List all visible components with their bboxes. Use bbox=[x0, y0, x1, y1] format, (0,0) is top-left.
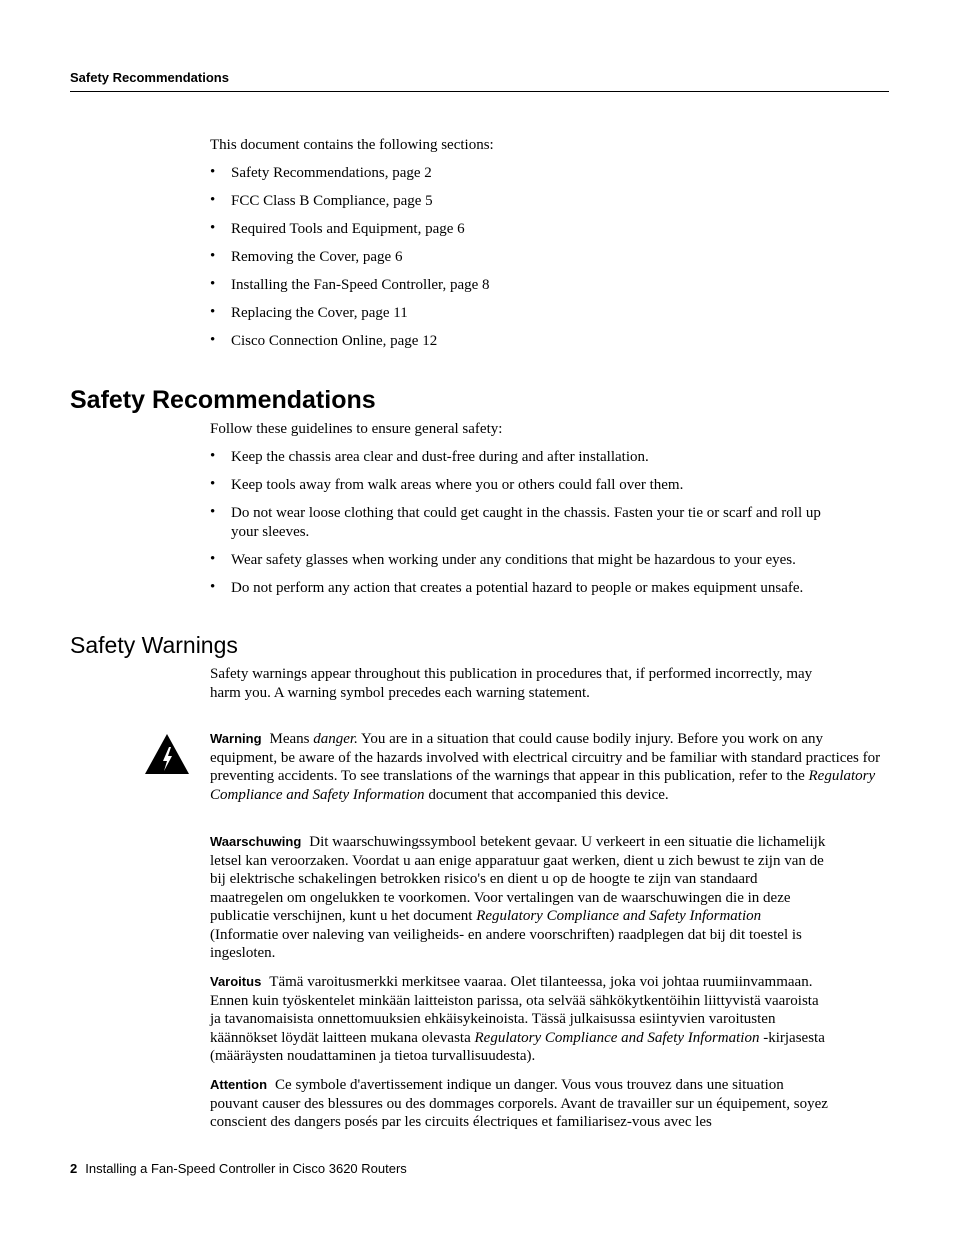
bullet-icon: • bbox=[210, 304, 216, 320]
bullet-icon: • bbox=[210, 448, 216, 464]
safety-list bbox=[210, 448, 830, 597]
bullet-icon: • bbox=[210, 578, 216, 595]
header-rule bbox=[70, 91, 889, 92]
intro-lead: This document contains the following sections: bbox=[210, 137, 494, 153]
running-header: Safety Recommendations bbox=[70, 70, 229, 85]
list-item: • Wear safety glasses when working under any conditions that might be hazardous to your eyes. bbox=[210, 550, 796, 568]
bullet-icon: • bbox=[210, 220, 216, 236]
list-item: • Cisco Connection Online, page 12 bbox=[210, 332, 438, 349]
list-item: • Removing the Cover, page 6 bbox=[210, 248, 403, 265]
list-item: • Do not wear loose clothing that could get caught in the chassis. Fasten your tie or scarf and roll up your sleeves. bbox=[210, 504, 821, 540]
list-item: • Do not perform any action that creates a potential hazard to people or makes equipment unsafe. bbox=[210, 578, 804, 596]
subsection-heading: Safety Warnings bbox=[70, 632, 238, 658]
bullet-icon: • bbox=[210, 164, 216, 180]
intro-block bbox=[210, 136, 830, 360]
bullet-icon: • bbox=[210, 550, 216, 567]
list-item: • Required Tools and Equipment, page 6 bbox=[210, 220, 465, 237]
list-item: • Replacing the Cover, page 11 bbox=[210, 304, 408, 321]
section-heading: Safety Recommendations bbox=[70, 386, 376, 414]
bullet-icon: • bbox=[210, 504, 216, 520]
list-item: • Keep the chassis area clear and dust-free during and after installation. bbox=[210, 448, 649, 465]
bullet-icon: • bbox=[210, 332, 216, 348]
list-item: • Installing the Fan-Speed Controller, page 8 bbox=[210, 276, 490, 293]
warning-label: Warning bbox=[210, 731, 262, 746]
page-number: 2 bbox=[70, 1161, 78, 1176]
warning-label: Waarschuwing bbox=[210, 834, 302, 849]
bullet-icon: • bbox=[210, 192, 216, 208]
safety-lead: Follow these guidelines to ensure general safety: bbox=[210, 421, 503, 437]
warning-english: Warning Means danger. You are in a situation that could cause bodily injury. Before you work on any equipment, be aware of the hazards involved with electrical circuitry and be familiar with standard practices for preventing accidents. To see translations of the warnings that appear in this publication, refer to the Regulatory Compliance and Safety Information document that accompanied this device. bbox=[210, 731, 881, 803]
warning-dutch: Waarschuwing Dit waarschuwingssymbool betekent gevaar. U verkeert in een situatie die lichamelijk letsel kan veroorzaken. Voordat u aan enige apparatuur gaat werken, dient u zich bewust te zijn van de bij elektrische schakelingen betrokken risico's en dient u op de hoogte te zijn van standaard maatregelen om ongelukken te voorkomen. Voor vertalingen van de waarschuwingen die in deze publicatie verschijnen, kunt u het document Regulatory Compliance and Safety Information (Informatie over naleving van veiligheids- en andere voorschriften) raadplegen dat bij dit toestel is ingesloten. bbox=[210, 834, 826, 961]
warning-finnish: Varoitus Tämä varoitusmerkki merkitsee vaaraa. Olet tilanteessa, joka voi johtaa ruumiinvammaan. Ennen kuin työskentelet minkään laitteiston parissa, ota selvää sähkökytkentöihin liittyvistä vaaroista ja tavanomaisista onnettomuuksien ehkäisykeinoista. Tässä julkaisussa esiintyvien varoitusten käännökset löydät laitteen mukana olevasta Regulatory Compliance and Safety Information -kirjasesta (määräysten noudattaminen ja tietoa turvallisuudesta). bbox=[210, 974, 825, 1064]
document-title: Installing a Fan-Speed Controller in Cisco 3620 Routers bbox=[85, 1161, 407, 1176]
safety-block bbox=[210, 420, 830, 607]
section-list bbox=[210, 164, 830, 351]
bullet-icon: • bbox=[210, 476, 216, 492]
bullet-icon: • bbox=[210, 248, 216, 264]
bullet-icon: • bbox=[210, 276, 216, 292]
page-footer bbox=[70, 1161, 407, 1176]
warning-label: Varoitus bbox=[210, 974, 262, 989]
list-item: • FCC Class B Compliance, page 5 bbox=[210, 192, 433, 209]
warning-triangle-icon bbox=[144, 733, 190, 775]
warnings-intro: Safety warnings appear throughout this publication in procedures that, if performed incorrectly, may harm you. A warning symbol precedes each warning statement. bbox=[210, 666, 813, 701]
list-item: • Safety Recommendations, page 2 bbox=[210, 164, 432, 181]
list-item: • Keep tools away from walk areas where you or others could fall over them. bbox=[210, 476, 684, 493]
warning-label: Attention bbox=[210, 1077, 268, 1092]
warning-french: Attention Ce symbole d'avertissement indique un danger. Vous vous trouvez dans une situation pouvant causer des blessures ou des dommages corporels. Avant de travailler sur un équipement, soyez conscient des dangers posés par les circuits électriques et familiarisez-vous avec les bbox=[210, 1077, 828, 1130]
